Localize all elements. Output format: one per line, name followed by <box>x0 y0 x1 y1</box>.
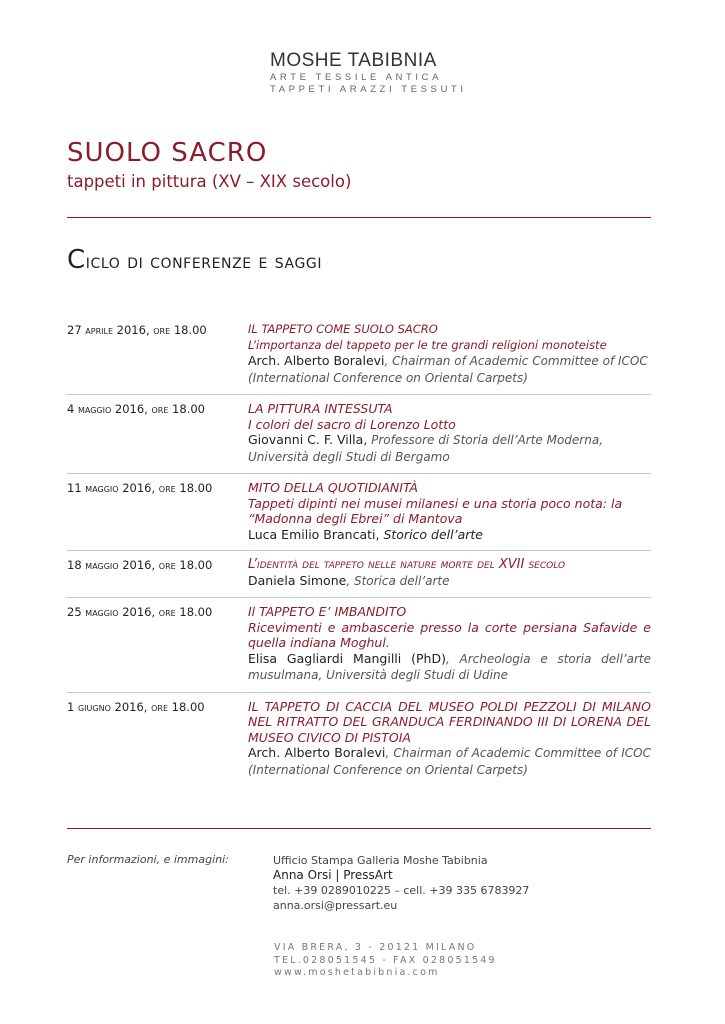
event-body <box>248 699 651 779</box>
info-contact-name: Anna Orsi | PressArt <box>273 868 393 882</box>
event-speaker-line <box>248 745 651 778</box>
event-speaker-line <box>248 527 651 543</box>
info-contact-block <box>273 853 529 913</box>
event-speaker-line <box>248 353 651 386</box>
event-speaker-role: , Chairman of Academic Committee of ICOC (International Conference on Oriental Carpets) <box>248 354 648 385</box>
event-speaker-line <box>248 573 651 590</box>
event-subtitle: Ricevimenti e ambascerie presso la corte persiana Safavide e quella indiana Moghul. <box>248 619 651 650</box>
event-body <box>248 322 651 386</box>
event-subtitle: Tappeti dipinti nei musei milanesi e una storia poco nota: la “Madonna degli Ebrei” di Mantova <box>248 495 623 526</box>
event-speaker: Daniela Simone <box>248 572 347 588</box>
title-divider <box>67 217 651 218</box>
document-title: SUOLO SACRO <box>67 138 268 168</box>
event-title: IL TAPPETO DI CACCIA DEL MUSEO POLDI PEZZOLI DI MILANO NEL RITRATTO DEL GRANDUCA FERDINANDO III DI LORENA DEL MUSEO CIVICO DI PISTOIA <box>248 698 651 745</box>
event-subtitle: L’importanza del tappeto per le tre grandi religioni monoteiste <box>248 337 607 352</box>
event-date: 18 maggio 2016, ore 18.00 <box>67 558 213 572</box>
event-date: 1 giugno 2016, ore 18.00 <box>67 699 205 714</box>
brand-name: MOSHE TABIBNIA <box>270 50 437 71</box>
address-website: www.moshetabibnia.com <box>274 967 440 978</box>
info-office: Ufficio Stampa Galleria Moshe Tabibnia <box>273 854 488 867</box>
event-speaker: Arch. Alberto Boralevi <box>248 745 386 760</box>
event-title: LA PITTURA INTESSUTA <box>248 401 393 416</box>
address-phone: TEL.028051545 - FAX 028051549 <box>274 954 497 966</box>
brand-tagline-2: TAPPETI ARAZZI TESSUTI <box>270 84 467 95</box>
event-speaker-role: , Storica dell’arte <box>346 573 450 588</box>
event-item <box>67 401 651 474</box>
event-date: 27 aprile 2016, ore 18.00 <box>67 323 207 337</box>
event-speaker-line <box>248 651 651 684</box>
event-item <box>67 604 651 693</box>
info-label: Per informazioni, e immagini: <box>67 853 229 866</box>
event-date: 11 maggio 2016, ore 18.00 <box>67 481 213 495</box>
event-title: L’identità del tappeto nelle nature morte del XVII secolo <box>248 557 566 572</box>
event-speaker-line <box>248 432 651 465</box>
event-body <box>248 480 651 542</box>
info-email: anna.orsi@pressart.eu <box>273 899 398 912</box>
event-title: Il TAPPETO E’ IMBANDITO <box>248 604 407 619</box>
gallery-address <box>274 942 497 980</box>
event-speaker: Luca Emilio Brancati, <box>248 526 380 542</box>
brand-tagline-1: ARTE TESSILE ANTICA <box>270 72 443 83</box>
event-body <box>248 604 651 684</box>
event-item <box>67 699 651 787</box>
info-phone: tel. +39 0289010225 – cell. +39 335 6783927 <box>273 884 530 897</box>
event-speaker-role: Storico dell’arte <box>379 526 483 542</box>
letterhead <box>270 50 470 96</box>
events-list <box>67 322 651 792</box>
event-item <box>67 322 651 395</box>
address-street: VIA BRERA, 3 - 20121 MILANO <box>274 942 477 953</box>
event-speaker: Giovanni C. F. Villa, <box>248 432 368 447</box>
section-title-initial: C <box>67 245 86 275</box>
event-title: IL TAPPETO COME SUOLO SACRO <box>248 322 438 336</box>
event-speaker-role: Professore di Storia dell’Arte Moderna, Università degli Studi di Bergamo <box>248 433 604 464</box>
event-speaker: Arch. Alberto Boralevi <box>248 353 385 368</box>
event-speaker-role: , Archeologia e storia dell’arte musulmana, Università degli Studi di Udine <box>248 651 651 682</box>
event-speaker: Elisa Gagliardi Mangilli (PhD) <box>248 650 446 666</box>
event-subtitle: I colori del sacro di Lorenzo Lotto <box>248 416 456 432</box>
document-subtitle: tappeti in pittura (XV – XIX secolo) <box>67 172 352 191</box>
event-item <box>67 557 651 598</box>
event-speaker-role: , Chairman of Academic Committee of ICOC (International Conference on Oriental Carpets) <box>248 746 651 777</box>
event-date: 25 maggio 2016, ore 18.00 <box>67 605 213 619</box>
section-title <box>67 245 322 275</box>
section-title-rest: iclo di conferenze e saggi <box>85 250 323 273</box>
event-body <box>248 401 651 465</box>
event-title: MITO DELLA QUOTIDIANITÀ <box>248 480 418 495</box>
footer-divider <box>67 828 651 829</box>
event-item <box>67 480 651 551</box>
event-date: 4 maggio 2016, ore 18.00 <box>67 402 205 416</box>
event-body <box>248 557 651 589</box>
